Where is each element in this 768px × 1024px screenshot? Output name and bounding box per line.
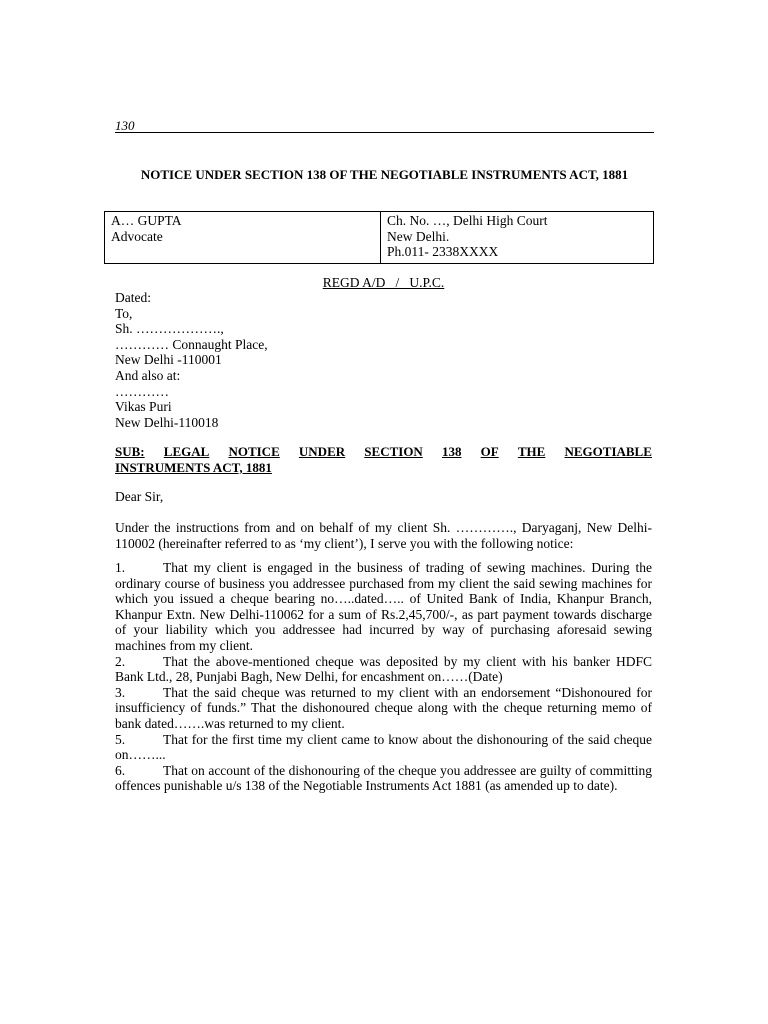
paragraph-text: That the above-mentioned cheque was deposited by my client with his banker HDFC Bank Ltd., 28, Punjabi Bagh, New Delhi, for encashment on……(Date) xyxy=(115,653,652,685)
numbered-paragraphs xyxy=(115,560,652,794)
recipient-address-line: New Delhi -110001 xyxy=(115,352,222,368)
paragraph-text: That on account of the dishonouring of the cheque you addressee are guilty of committing offences punishable u/s 138 of the Negotiable Instruments Act 1881 (as amended up to date). xyxy=(115,762,652,794)
numbered-paragraph xyxy=(115,732,652,763)
paragraph-text: That for the first time my client came to know about the dishonouring of the said cheque on……... xyxy=(115,731,652,763)
recipient-address-line: Vikas Puri xyxy=(115,399,172,415)
subject-word: OF xyxy=(480,444,499,459)
sender-contact-cell xyxy=(381,212,654,264)
subject-word: THE xyxy=(517,444,546,459)
recipient-address-line: ………… xyxy=(115,383,169,399)
paragraph-text: That my client is engaged in the business of trading of sewing machines. During the ordinary course of business you addressee purchased from my client the said sewing machines for which you issued a cheque bearing no…..dated….. of United Bank of India, Khanpur Branch, Khanpur Extn. New Delhi-110062 for a sum of Rs.2,45,700/-, as part payment towards discharge of your liability which you addressee had incurred by way of purchasing aforesaid sewing machines from my client. xyxy=(115,560,652,653)
sender-name-cell xyxy=(105,212,381,264)
paragraph-number: 5. xyxy=(115,731,126,747)
to-label: To, xyxy=(115,305,133,321)
subject-word: LEGAL xyxy=(163,444,210,459)
sender-address-box xyxy=(104,211,654,264)
page-number: 130 xyxy=(115,118,135,133)
intro-paragraph: Under the instructions from and on behalf of my client Sh. …………., Daryaganj, New Delhi-110002 (hereinafter referred to as ‘my client’), I serve you with the following notice: xyxy=(115,520,652,551)
recipient-block xyxy=(115,290,268,430)
header-rule xyxy=(115,132,654,133)
recipient-address-line: New Delhi-110018 xyxy=(115,414,219,430)
dated-label: Dated: xyxy=(115,290,151,305)
notice-title: NOTICE UNDER SECTION 138 OF THE NEGOTIABLE INSTRUMENTS ACT, 1881 xyxy=(140,167,629,182)
numbered-paragraph xyxy=(115,685,652,732)
subject-word: SUB: xyxy=(115,444,145,459)
sender-designation: Advocate xyxy=(111,228,163,244)
paragraph-number: 3. xyxy=(115,684,126,700)
also-at-label: And also at: xyxy=(115,367,181,383)
numbered-paragraph xyxy=(115,654,652,685)
recipient-address-line: ………… Connaught Place, xyxy=(115,336,268,352)
paragraph-number: 2. xyxy=(115,653,126,669)
paragraph-text: That the said cheque was returned to my client with an endorsement “Dishonoured for insufficiency of funds.” That the dishonoured cheque along with the cheque returning memo of bank dated…….was returned to my client. xyxy=(115,684,652,731)
subject-word: SECTION xyxy=(364,444,423,459)
numbered-paragraph xyxy=(115,560,652,654)
subject-line-2: INSTRUMENTS ACT, 1881 xyxy=(115,459,272,475)
subject-word: UNDER xyxy=(298,444,346,459)
sender-city: New Delhi. xyxy=(387,228,450,244)
recipient-name: Sh. ………………., xyxy=(115,321,224,337)
sender-name: A… GUPTA xyxy=(111,213,182,228)
salutation: Dear Sir, xyxy=(115,489,164,504)
subject-line-1 xyxy=(115,444,652,460)
paragraph-number: 6. xyxy=(115,762,126,778)
subject-word: NOTICE xyxy=(228,444,280,459)
sender-phone: Ph.011- 2338XXXX xyxy=(387,244,499,260)
subject-word: 138 xyxy=(441,444,462,459)
delivery-mode: REGD A/D / U.P.C. xyxy=(322,275,445,290)
subject-word: NEGOTIABLE xyxy=(564,444,652,459)
numbered-paragraph xyxy=(115,763,652,794)
paragraph-number: 1. xyxy=(115,560,126,575)
chamber-address: Ch. No. …, Delhi High Court xyxy=(387,213,548,228)
subject-line xyxy=(115,444,652,475)
